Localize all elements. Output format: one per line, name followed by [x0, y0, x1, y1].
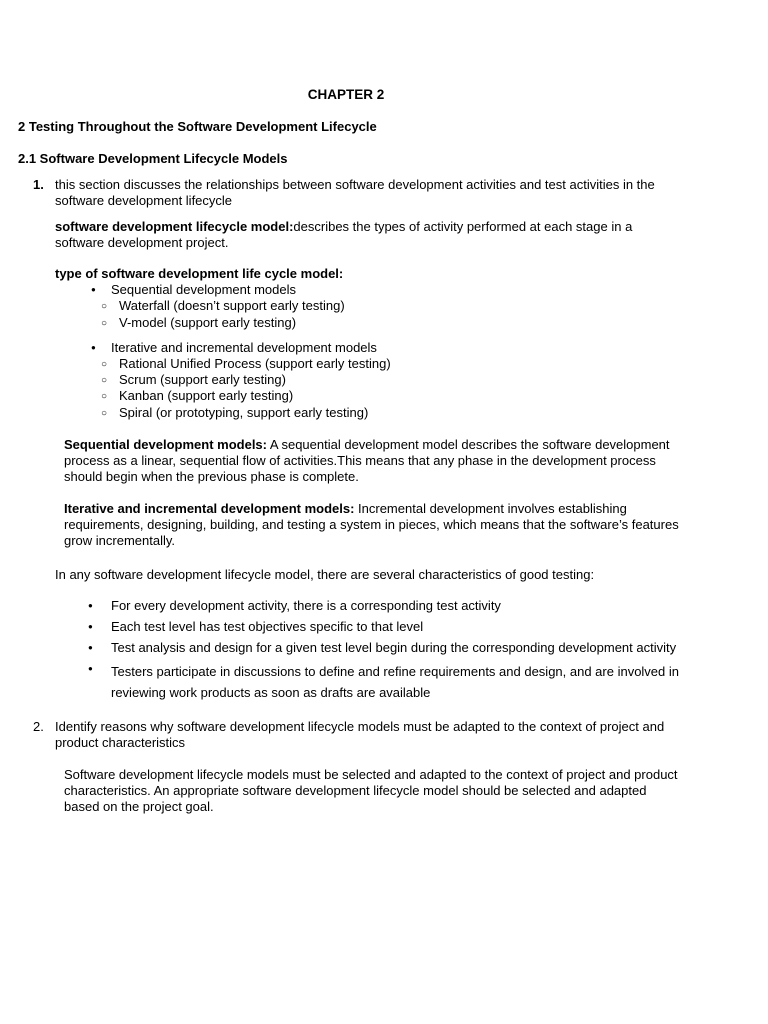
heading-section: 2.1 Software Development Lifecycle Models: [18, 151, 288, 166]
bullet-icon: [88, 640, 93, 656]
chapter-title: CHAPTER 2: [307, 87, 385, 102]
list-number-1: 1.: [33, 177, 44, 192]
types-heading: type of software development life cycle model:: [55, 266, 344, 281]
list-item-rup: Rational Unified Process (support early testing): [119, 356, 391, 371]
bullet-icon: [88, 619, 93, 635]
definition-term: software development lifecycle model:: [55, 219, 294, 234]
circle-bullet-icon: [101, 388, 107, 405]
good-testing-item: For every development activity, there is a corresponding test activity: [111, 598, 501, 613]
list-item-sequential: Sequential development models: [111, 282, 297, 297]
circle-bullet-icon: [101, 372, 107, 389]
good-testing-item: Each test level has test objectives specific to that level: [111, 619, 424, 634]
circle-bullet-icon: [101, 405, 107, 422]
list-item-vmodel: V-model (support early testing): [119, 315, 297, 330]
section2-body: Software development lifecycle models must be selected and adapted to the context of project and product characteristics. An appropriate software development lifecycle model should be selected and adapted based on the project goal.: [64, 767, 678, 814]
bullet-icon: [91, 282, 96, 298]
circle-bullet-icon: [101, 356, 107, 373]
heading-chapter: 2 Testing Throughout the Software Development Lifecycle: [18, 119, 377, 134]
definition-paragraph: [55, 219, 685, 251]
list-item-waterfall: Waterfall (doesn’t support early testing): [119, 298, 345, 313]
iterative-term: Iterative and incremental development models:: [64, 501, 355, 516]
sequential-text: A sequential development model describes the software development process as a linear, sequential flow of activities.This means that any phase in the development process should begin when the previous phase is complete.: [64, 437, 670, 484]
bullet-icon: [88, 598, 93, 614]
list-item-scrum: Scrum (support early testing): [119, 372, 286, 387]
list-item-spiral: Spiral (or prototyping, support early testing): [119, 405, 369, 420]
section1-intro: this section discusses the relationships between software development activities and test activities in the software development lifecycle: [55, 177, 655, 208]
section2-intro: Identify reasons why software development lifecycle models must be adapted to the context of project and product characteristics: [55, 719, 665, 750]
sequential-term: Sequential development models:: [64, 437, 267, 452]
list-item-kanban: Kanban (support early testing): [119, 388, 294, 403]
bullet-icon: [88, 661, 93, 677]
definition-text: describes the types of activity performed at each stage in a software development project.: [55, 219, 633, 250]
list-item-iterative: Iterative and incremental development models: [111, 340, 377, 355]
iterative-description: [64, 501, 686, 549]
iterative-text: Incremental development involves establishing requirements, designing, building, and testing a system in pieces, which means that the software’s features grow incrementally.: [64, 501, 679, 548]
bullet-icon: [91, 340, 96, 356]
good-testing-intro: In any software development lifecycle model, there are several characteristics of good testing:: [55, 567, 595, 582]
good-testing-item: Test analysis and design for a given test level begin during the corresponding development activity: [111, 640, 677, 655]
good-testing-item: Testers participate in discussions to define and refine requirements and design, and are involved in reviewing work products as soon as drafts are available: [111, 664, 680, 700]
circle-bullet-icon: [101, 315, 107, 332]
list-number-2: 2.: [33, 719, 44, 734]
circle-bullet-icon: [101, 298, 107, 315]
sequential-description: [64, 437, 686, 485]
